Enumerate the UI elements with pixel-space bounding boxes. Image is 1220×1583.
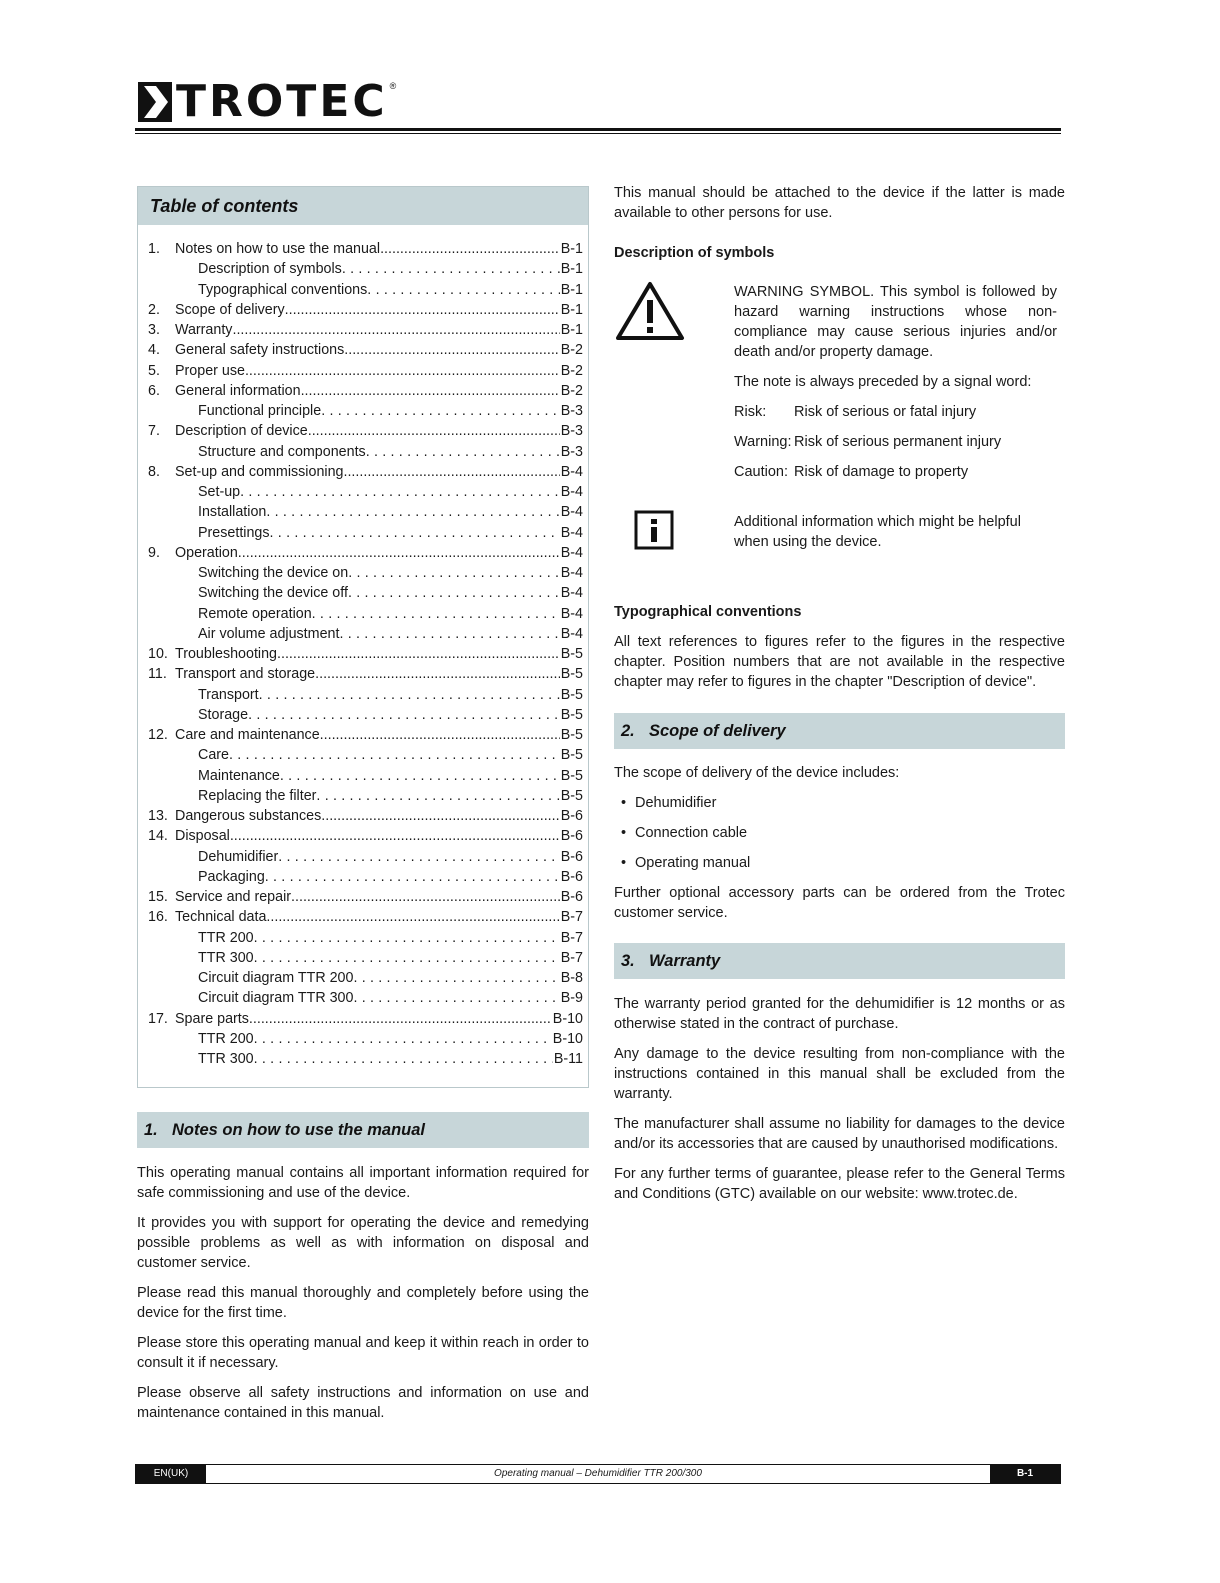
scope-intro: The scope of delivery of the device includes: — [614, 765, 900, 781]
toc-number: 7. — [148, 423, 160, 440]
signal-word-row — [734, 402, 1057, 422]
toc-entry-title: Notes on how to use the manual — [175, 241, 381, 257]
toc-page-number: B-6 — [560, 828, 583, 845]
toc-page-number: B-6 — [560, 868, 583, 885]
toc-dot-leader — [380, 239, 560, 259]
section-2-title: Scope of delivery — [649, 722, 786, 740]
toc-page-number: B-1 — [560, 301, 583, 318]
toc-dot-leader — [285, 300, 560, 320]
toc-row — [148, 563, 583, 583]
toc-page-number: B-2 — [560, 342, 583, 359]
toc-entry-title: Switching the device on — [198, 565, 349, 581]
toc-row — [148, 421, 583, 441]
section-2-heading — [614, 713, 1065, 749]
toc-dot-leader — [353, 968, 559, 988]
toc-number: 9. — [148, 544, 160, 561]
info-symbol-block — [614, 512, 1065, 562]
toc-dot-leader — [280, 766, 560, 786]
toc-number: 11. — [148, 666, 167, 683]
toc-row — [148, 1029, 583, 1049]
bullet: • — [621, 795, 627, 811]
list-item-text: Operating manual — [635, 855, 751, 871]
list-item — [621, 823, 1065, 843]
toc-page-number: B-5 — [560, 646, 583, 662]
toc-page-number: B-4 — [560, 585, 583, 602]
page-footer — [135, 1464, 1061, 1484]
toc-row — [148, 361, 583, 381]
toc-dot-leader — [270, 523, 560, 543]
toc-number: 4. — [148, 342, 160, 359]
toc-entry-title: Set-up — [198, 484, 241, 500]
toc-dot-leader — [367, 280, 559, 300]
list-item — [621, 853, 1065, 873]
header-rule-thin — [135, 133, 1061, 134]
toc-page-number: B-1 — [560, 322, 583, 338]
section-2-number: 2. — [621, 722, 635, 740]
toc-number: 6. — [148, 382, 160, 399]
toc-row — [148, 340, 583, 360]
toc-entry-title: Replacing the filter — [198, 787, 317, 804]
toc-entry-title: Transport — [198, 686, 259, 703]
toc-entry-title: Disposal — [175, 828, 230, 845]
toc-entry-title: Functional principle — [198, 403, 322, 419]
warning-symbol-text: WARNING SYMBOL. This symbol is followed by hazard warning instructions whose non-compliance may cause serious injuries and/or death and/or property damage. — [734, 284, 1057, 360]
toc-page-number: B-3 — [560, 423, 583, 440]
toc-dot-leader — [254, 928, 560, 948]
section-1-paragraph: It provides you with support for operating the device and remedying possible problems as well as with information on disposal and customer service. — [137, 1215, 589, 1271]
toc-entry-title: Circuit diagram TTR 200 — [198, 970, 354, 986]
toc-row — [148, 988, 583, 1008]
toc-row — [148, 806, 583, 826]
toc-dot-leader — [315, 664, 560, 684]
toc-row — [148, 624, 583, 644]
toc-row — [148, 502, 583, 522]
toc-entry-title: TTR 300 — [198, 949, 254, 966]
info-symbol-text: Additional information which might be helpful when using the device. — [734, 514, 1021, 550]
toc-entry-title: Care and maintenance — [175, 727, 320, 743]
toc-dot-leader — [232, 320, 559, 340]
signal-meaning: Risk of damage to property — [794, 464, 969, 480]
warranty-paragraph: For any further terms of guarantee, please refer to the General Terms and Conditions (GTC) available on our website: www.trotec.de. — [614, 1166, 1065, 1202]
toc-number: 12. — [148, 727, 168, 743]
toc-number: 1. — [148, 241, 160, 257]
toc-entry-title: General information — [175, 382, 301, 399]
toc-row — [148, 259, 583, 279]
toc-dot-leader — [254, 1029, 552, 1049]
toc-dot-leader — [344, 340, 559, 360]
signal-word: Warning: — [734, 434, 792, 450]
toc-dot-leader — [238, 543, 560, 563]
toc-dot-leader — [308, 421, 560, 441]
info-symbol-description — [734, 512, 1065, 562]
toc-row — [148, 786, 583, 806]
toc-entry-title: Dehumidifier — [198, 848, 279, 865]
toc-page-number: B-4 — [560, 605, 583, 622]
toc-dot-leader — [320, 725, 560, 745]
toc-entry-title: Care — [198, 747, 229, 764]
warning-triangle-icon — [615, 280, 685, 342]
toc-entry-title: TTR 200 — [198, 929, 254, 946]
warranty-paragraph: Any damage to the device resulting from non-compliance with the instructions contained in this manual shall be excluded from the warranty. — [614, 1046, 1065, 1102]
info-icon-cell — [614, 512, 734, 562]
toc-entry-title: Presettings — [198, 524, 270, 541]
toc-dot-leader — [321, 401, 560, 421]
header-rule-thick — [135, 128, 1061, 131]
list-item-text: Dehumidifier — [635, 795, 717, 811]
toc-entry-title: Air volume adjustment — [198, 625, 340, 642]
table-of-contents — [137, 186, 589, 1088]
toc-page-number: B-5 — [560, 727, 583, 743]
toc-page-number: B-9 — [560, 990, 583, 1007]
toc-dot-leader — [353, 988, 559, 1008]
toc-number: 15. — [148, 889, 168, 905]
toc-entry-title: Typographical conventions — [198, 281, 368, 298]
toc-row — [148, 604, 583, 624]
warranty-paragraph: The manufacturer shall assume no liability for damages to the device and/or its accessories that are caused by unauthorised modifications. — [614, 1116, 1065, 1152]
toc-entry-title: Switching the device off — [198, 585, 348, 602]
toc-entry-title: Transport and storage — [175, 666, 316, 683]
toc-entry-title: Warranty — [175, 322, 233, 338]
toc-entry-title: Set-up and commissioning — [175, 463, 344, 480]
toc-page-number: B-6 — [560, 808, 583, 824]
warranty-paragraph: The warranty period granted for the dehumidifier is 12 months or as otherwise stated in the contract of purchase. — [614, 996, 1065, 1032]
info-icon — [634, 510, 674, 550]
signal-word-row — [734, 462, 1057, 482]
toc-dot-leader — [348, 583, 560, 603]
toc-page-number: B-4 — [560, 565, 583, 581]
bullet: • — [621, 855, 627, 871]
toc-number: 10. — [148, 646, 168, 662]
toc-dot-leader — [265, 867, 560, 887]
toc-dot-leader — [278, 847, 559, 867]
section-1-paragraph: This operating manual contains all important information required for safe commissioning and use of the device. — [137, 1165, 589, 1201]
scope-list — [614, 793, 1065, 873]
toc-list — [138, 225, 588, 1069]
toc-dot-leader — [266, 907, 559, 927]
toc-row — [148, 280, 583, 300]
registered-mark: ® — [389, 81, 397, 91]
toc-page-number: B-3 — [560, 443, 583, 460]
toc-dot-leader — [312, 604, 560, 624]
toc-page-number: B-5 — [560, 747, 583, 764]
toc-number: 8. — [148, 463, 160, 480]
toc-dot-leader — [254, 1049, 553, 1069]
toc-entry-title: Proper use — [175, 362, 245, 379]
toc-row — [148, 381, 583, 401]
typographical-conventions-text: All text references to figures refer to the figures in the respective chapter. Position numbers that are not available in the respective chapter may refer to figures in the chapter "Description of device". — [614, 634, 1065, 690]
toc-number: 17. — [148, 1010, 168, 1027]
toc-dot-leader — [291, 887, 560, 907]
toc-page-number: B-6 — [560, 889, 583, 905]
warning-symbol-block — [614, 282, 1065, 492]
toc-entry-title: Circuit diagram TTR 300 — [198, 990, 354, 1007]
toc-row — [148, 442, 583, 462]
logo-text: TROTEC — [176, 76, 388, 127]
toc-page-number: B-5 — [560, 686, 583, 703]
toc-row — [148, 847, 583, 867]
toc-row — [148, 401, 583, 421]
signal-meaning: Risk of serious permanent injury — [794, 434, 1002, 450]
toc-number: 14. — [148, 828, 168, 845]
toc-row — [148, 826, 583, 846]
toc-entry-title: Technical data — [175, 909, 267, 926]
toc-dot-leader — [342, 259, 560, 279]
toc-entry-title: Installation — [198, 504, 267, 521]
bullet: • — [621, 825, 627, 841]
toc-title: Table of contents — [138, 187, 588, 225]
toc-page-number: B-7 — [560, 929, 583, 946]
warning-symbol-description — [734, 282, 1065, 492]
toc-dot-leader — [229, 745, 560, 765]
toc-entry-title: Description of symbols — [198, 261, 342, 278]
toc-page-number: B-4 — [560, 625, 583, 642]
toc-number: 3. — [148, 322, 160, 338]
toc-page-number: B-10 — [552, 1030, 583, 1047]
toc-page-number: B-4 — [560, 544, 583, 561]
signal-word: Risk: — [734, 404, 767, 420]
toc-page-number: B-8 — [560, 970, 583, 986]
toc-row — [148, 887, 583, 907]
section-1-heading — [137, 1112, 589, 1148]
toc-dot-leader — [240, 482, 560, 502]
toc-entry-title: Operation — [175, 544, 238, 561]
toc-page-number: B-5 — [560, 787, 583, 804]
toc-dot-leader — [266, 502, 559, 522]
toc-row — [148, 523, 583, 543]
toc-page-number: B-6 — [560, 848, 583, 865]
scope-outro: Further optional accessory parts can be ordered from the Trotec customer service. — [614, 885, 1065, 921]
toc-page-number: B-11 — [553, 1051, 583, 1067]
footer-page-number: B-1 — [990, 1465, 1060, 1483]
toc-number: 13. — [148, 808, 168, 824]
toc-row — [148, 462, 583, 482]
signal-word-intro: The note is always preceded by a signal word: — [734, 374, 1032, 390]
toc-number: 5. — [148, 362, 160, 379]
toc-entry-title: Scope of delivery — [175, 301, 285, 318]
section-3-title: Warranty — [649, 952, 721, 970]
toc-row — [148, 320, 583, 340]
toc-row — [148, 1009, 583, 1029]
toc-number: 2. — [148, 301, 160, 318]
symbols-heading: Description of symbols — [614, 245, 775, 261]
toc-row — [148, 685, 583, 705]
toc-page-number: B-1 — [560, 281, 583, 298]
toc-entry-title: Remote operation — [198, 605, 312, 622]
section-1-number: 1. — [144, 1121, 158, 1139]
signal-meaning: Risk of serious or fatal injury — [794, 404, 977, 420]
section-3-heading — [614, 943, 1065, 979]
toc-row — [148, 928, 583, 948]
toc-page-number: B-7 — [560, 949, 583, 966]
toc-dot-leader — [277, 644, 560, 664]
toc-page-number: B-5 — [560, 666, 583, 683]
list-item-text: Connection cable — [635, 825, 748, 841]
toc-page-number: B-7 — [560, 909, 583, 926]
toc-page-number: B-5 — [560, 706, 583, 723]
toc-entry-title: Dangerous substances — [175, 808, 322, 824]
toc-entry-title: Packaging — [198, 868, 265, 885]
toc-dot-leader — [259, 685, 560, 705]
toc-dot-leader — [348, 563, 560, 583]
toc-page-number: B-4 — [560, 463, 583, 480]
toc-entry-title: Description of device — [175, 423, 308, 440]
typographical-conventions-heading: Typographical conventions — [614, 604, 802, 620]
section-1-paragraph: Please observe all safety instructions and information on use and maintenance contained in this manual. — [137, 1385, 589, 1421]
toc-page-number: B-4 — [560, 484, 583, 500]
toc-dot-leader — [366, 442, 560, 462]
section-3-number: 3. — [621, 952, 635, 970]
toc-row — [148, 664, 583, 684]
toc-page-number: B-5 — [560, 767, 583, 784]
toc-page-number: B-1 — [560, 241, 583, 257]
left-column — [137, 186, 589, 1433]
warning-icon-cell — [614, 282, 734, 492]
toc-page-number: B-4 — [560, 524, 583, 541]
toc-row — [148, 705, 583, 725]
toc-row — [148, 543, 583, 563]
toc-dot-leader — [254, 948, 560, 968]
toc-dot-leader — [248, 705, 560, 725]
toc-entry-title: Structure and components — [198, 443, 366, 460]
toc-dot-leader — [321, 806, 560, 826]
toc-row — [148, 968, 583, 988]
toc-row — [148, 766, 583, 786]
toc-page-number: B-2 — [560, 382, 583, 399]
toc-row — [148, 1049, 583, 1069]
section-1-paragraph: Please read this manual thoroughly and completely before using the device for the first time. — [137, 1285, 589, 1321]
toc-entry-title: General safety instructions — [175, 342, 345, 359]
toc-page-number: B-1 — [560, 261, 583, 278]
toc-entry-title: Storage — [198, 706, 249, 723]
signal-word: Caution: — [734, 464, 789, 480]
toc-page-number: B-2 — [560, 362, 583, 379]
list-item — [621, 793, 1065, 813]
toc-dot-leader — [343, 462, 559, 482]
right-column — [614, 183, 1065, 1214]
section-1-title: Notes on how to use the manual — [172, 1121, 426, 1139]
toc-entry-title: TTR 200 — [198, 1030, 254, 1047]
footer-title: Operating manual – Dehumidifier TTR 200/300 — [494, 1468, 702, 1479]
toc-row — [148, 725, 583, 745]
toc-dot-leader — [245, 361, 560, 381]
toc-dot-leader — [339, 624, 559, 644]
toc-row — [148, 867, 583, 887]
toc-row — [148, 583, 583, 603]
toc-row — [148, 239, 583, 259]
toc-dot-leader — [301, 381, 560, 401]
toc-page-number: B-3 — [560, 403, 583, 419]
toc-number: 16. — [148, 909, 168, 926]
toc-page-number: B-10 — [552, 1010, 583, 1027]
toc-row — [148, 745, 583, 765]
toc-entry-title: Service and repair — [175, 889, 292, 905]
section-1-paragraph: Please store this operating manual and keep it within reach in order to consult it if necessary. — [137, 1335, 589, 1371]
toc-entry-title: Spare parts — [175, 1010, 249, 1027]
toc-row — [148, 300, 583, 320]
toc-row — [148, 482, 583, 502]
signal-word-row — [734, 432, 1057, 452]
toc-entry-title: Troubleshooting — [175, 646, 277, 662]
footer-language: EN(UK) — [136, 1465, 206, 1483]
brand-logo — [138, 76, 397, 127]
toc-row — [148, 644, 583, 664]
manual-attachment-note: This manual should be attached to the device if the latter is made available to other persons for use. — [614, 185, 1065, 221]
toc-row — [148, 948, 583, 968]
toc-dot-leader — [249, 1009, 552, 1029]
toc-entry-title: TTR 300 — [198, 1051, 254, 1067]
toc-row — [148, 907, 583, 927]
toc-dot-leader — [316, 786, 559, 806]
toc-entry-title: Maintenance — [198, 767, 280, 784]
toc-page-number: B-4 — [560, 504, 583, 521]
trotec-mark-icon — [138, 82, 172, 122]
toc-dot-leader — [230, 826, 560, 846]
